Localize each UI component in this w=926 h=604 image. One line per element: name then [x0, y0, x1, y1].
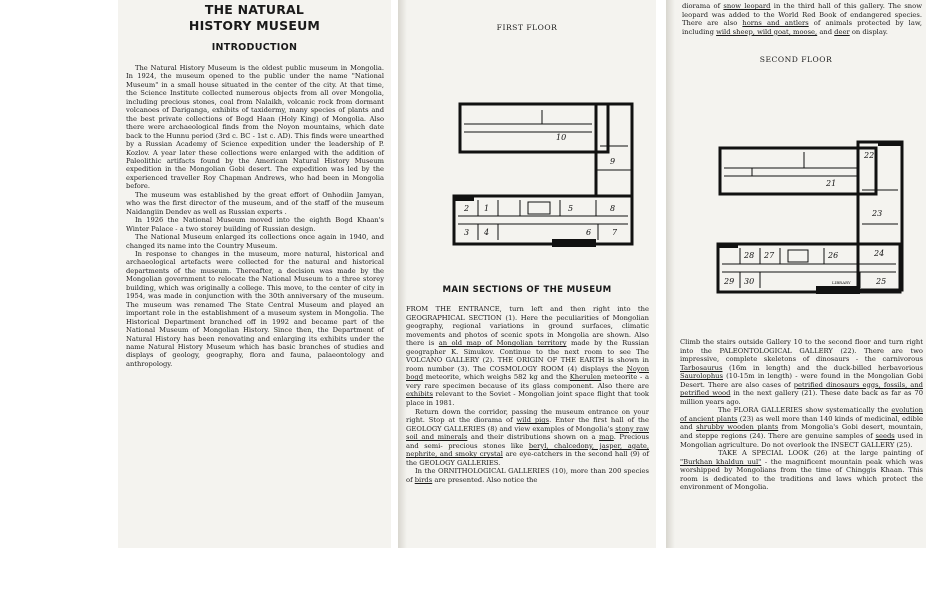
title-line-2: HISTORY MUSEUM	[188, 18, 321, 33]
first-floor-label: FIRST FLOOR	[496, 23, 558, 32]
first-floor-plan	[452, 80, 642, 256]
room-number: 9	[610, 157, 616, 166]
room-number: 24	[874, 249, 885, 258]
room-number: 29	[724, 277, 735, 286]
geology-paragraph: Return down the corridor, passing the museum entrance on your right. Stop at the diorama of wild pigs. Enter the first hall of the GEOLOGY GALLERIES (8) and view examples of Mongolia's stony raw soil and minerals and their distributions shown on a map. Precious and semi- precious stones like beryl, chalcedony, jasper, agate, nephrite, and smoky crystal are eye-catchers in the second hall (9) of the GEOLOGY GALLERIES.	[406, 407, 650, 467]
first-floor-panel	[398, 0, 656, 548]
room-number: 23	[872, 209, 883, 218]
room-number: 3	[464, 228, 470, 237]
intro-paragraph: In 1926 the National Museum moved into the eighth Bogd Khaan's Winter Palace - a two storey building of Russian design.	[126, 216, 384, 233]
room-number: 2	[464, 204, 470, 213]
special-look-paragraph: TAKE A SPECIAL LOOK (26) at the large painting of "Burkhan khaldun uul" - the magnificent mountain peak which was worshipped by Mongolians from the time of Chinggis Khaan. This room is dedicated to the traditions and laws which protect the environment of Mongolia.	[680, 449, 924, 492]
main-sections-text	[406, 305, 649, 484]
intro-paragraph: In response to changes in the museum, more natural, historical and archaeological artefacts were collected for the natural and historical departments of the museum. Thereafter, a decision was made by the Mongolian government to relocate the National Museum to a three storey building, which was originally a college. This move, to the center of city in 1954, was made in conjunction with the 30th anniversary of the museum. The museum was renamed The State Central Museum and played an important role in the establishment of a museum system in Mongolia. The Historical Department branched off in 1992 and became part of the National Museum of Mongolian History. Since then, the Department of Natural History has been renovating and enlarging its exhibits under the name Natural History Museum which has basic branches of studies and displays of geology, geography, flora and fauna, palaeontology and anthropology.	[126, 249, 384, 368]
room-number: 6	[586, 228, 592, 237]
introduction-heading: INTRODUCTION	[211, 42, 298, 53]
geography-paragraph: FROM THE ENTRANCE, turn left and then right into the GEOGRAPHICAL SECTION (1). Here the peculiarities of Mongolian geography, regional variations in ground surfaces, climatic movements and photos of scenic spots in Mongolia are shown. Also there is an old map of Mongolian territory made by the Russian geographer K. Simukov. Continue to the next room to see The VOLCANO GALLERY (2). THE ORIGIN OF THE EARTH is shown in room number (3). The COSMOLOGY ROOM (4) displays the Noyon bogd meteorite, which weighs 582 kg and the Kherulen meteorite - a very rare specimen because of its glass component. Also there are exhibits relevant to the Soviet - Mongolian joint space flight that took place in 1981.	[406, 305, 649, 408]
intro-paragraph: The Natural History Museum is the oldest public museum in Mongolia. In 1924, the museum opened to the public under the name "National Museum" in a small house situated in the center of the city. At that time, the Science Institute collected numerous objects from all over Mongolia, including precious stones, coal from Nalaikh, volcanic rock from dormant volcanoes of Dariganga, exhibits of taxidermy, many species of plants and the best private collections of Bogd Haan (Holy King) of Mongolia. Also there were archaeological finds from the Noyon mountains, which date back to the Hunnu period (3rd c. BC - 1st c. AD). This finds were unearthed by a Russian Academy of Science expedition under the leadership of P. Kozlov. A year later these collections were enlarged with the addition of Paleolithic artifacts found by the American Natural History Museum expedition in the Mongolian Gobi desert. The expedition was led by the experienced traveller Roy Chapman Andrews, who had been in Mongolia before.	[126, 64, 384, 191]
room-number: 21	[826, 179, 837, 188]
second-floor-panel	[666, 0, 926, 548]
second-floor-plan	[716, 140, 906, 298]
room-number: 5	[568, 204, 574, 213]
room-number: 1	[484, 204, 490, 213]
snow-leopard-text	[682, 2, 922, 36]
second-floor-label: SECOND FLOOR	[759, 55, 833, 64]
snow-leopard-paragraph: diorama of snow leopard in the third hall of this gallery. The snow leopard was added to the World Red Book of endangered species. There are also horns and antlers of animals protected by law, including wild sheep, wild goat, moose, and deer on display.	[682, 2, 922, 36]
library-label: LIBRARY	[832, 280, 851, 285]
second-floor-text	[680, 338, 923, 492]
paleontology-paragraph: Climb the stairs outside Gallery 10 to the second floor and turn right into the PALEONTOLOGICAL GALLERY (22). There are two impressive, complete skeletons of dinosaurs - the carnivorous Tarbosaurus (16m in length) and the duck-billed herbavorious Saurolophus (10-15m in length) - were found in the Mongolian Gobi Desert. There are also cases of petrified dinosaurs eggs, fossils, and petrified wood in the next gallery (21). These date back as far as 70 million years ago.	[680, 338, 923, 406]
room-number: 28	[744, 251, 755, 260]
room-number: 8	[610, 204, 616, 213]
intro-panel	[118, 0, 391, 548]
room-number: 10	[556, 133, 567, 142]
room-number: 25	[876, 277, 887, 286]
room-number: 26	[828, 251, 839, 260]
museum-title	[118, 2, 391, 34]
room-number: 27	[764, 251, 775, 260]
ornithology-paragraph: In the ORNITHOLOGICAL GALLERIES (10), more than 200 species of birds are presented. Also notice the	[406, 467, 649, 484]
room-number: 4	[484, 228, 490, 237]
room-number: 22	[864, 151, 875, 160]
room-number: 7	[612, 228, 618, 237]
title-line-1: THE NATURAL	[204, 2, 305, 17]
intro-paragraph: The museum was established by the great effort of Onhodiin Jamyan, who was the first director of the museum, and of the staff of the museum Naidangiin Dendev as well as Russian experts .	[126, 190, 384, 216]
main-sections-heading: MAIN SECTIONS OF THE MUSEUM	[442, 285, 612, 295]
flora-paragraph: The FLORA GALLERIES show systematically the evolution of ancient plants (23) as well more than 140 kinds of medicinal, edible and shrubby wooden plants from Mongolia's Gobi desert, mountain, and steppe regions (24). There are genuine samples of seeds used in Mongolian agriculture. Do not overlook the INSECT GALLERY (25).	[680, 406, 923, 449]
intro-paragraph: The National Museum enlarged its collections once again in 1940, and changed its name into the Country Museum.	[126, 233, 384, 250]
room-number: 30	[744, 277, 755, 286]
introduction-text	[126, 64, 384, 368]
